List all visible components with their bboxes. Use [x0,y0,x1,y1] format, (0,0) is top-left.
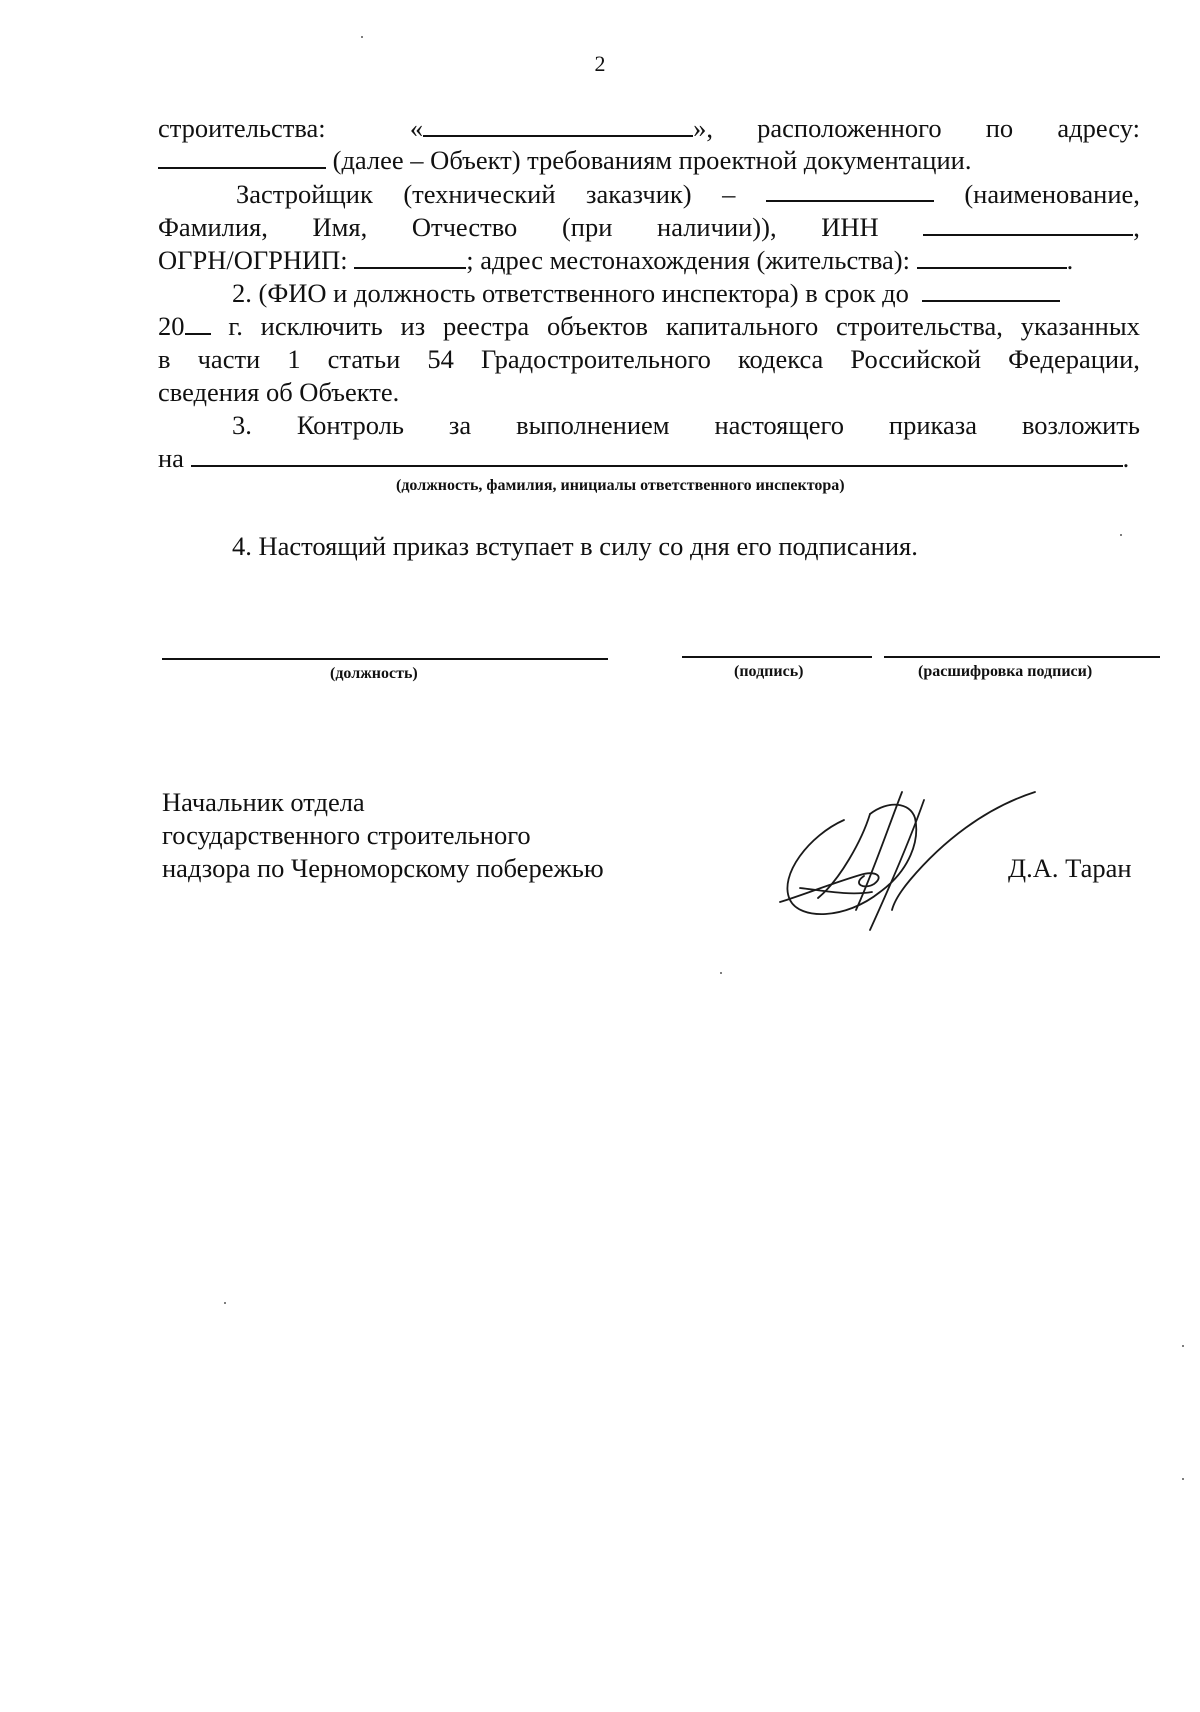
word: статьи [327,344,401,374]
blank-inn [923,212,1133,236]
responsible-inspector-caption: (должность, фамилия, инициалы ответственного инспектора) [396,477,845,494]
para4: 4. Настоящий приказ вступает в силу со дня его подписания. [232,531,918,561]
inn-field: , [923,211,1140,243]
para1-line1 [158,112,1140,144]
word: (технический [403,179,556,209]
word: заказчик) [586,179,692,209]
word: выполнением [516,410,670,440]
para3-line1 [232,409,1140,441]
para2-line2 [158,310,1140,342]
word: Фамилия, [158,212,268,242]
scan-speck [1120,534,1122,536]
word: Российской [850,344,982,374]
signature-caption: (подпись) [734,663,804,680]
signer-name: Д.А. Таран [1008,853,1132,883]
para2-line1: 2. (ФИО и должность ответственного инспектора) в срок до [232,277,1060,309]
decryption-line [884,656,1160,658]
position-caption: (должность) [330,665,418,682]
scan-speck [720,972,722,974]
word: 1 [287,344,301,374]
scan-speck [224,1302,226,1304]
word: Отчество [411,212,518,242]
word: 3. [232,410,252,440]
word: Застройщик [236,179,373,209]
blank-year [185,311,211,335]
developer-line2 [158,211,1140,243]
para1-line2: (далее – Объект) требованиям проектной документации. [158,144,971,176]
blank-object-name [423,113,693,137]
word: приказа [888,410,978,440]
word: г. [228,311,243,341]
word: реестра [443,311,530,341]
word: исключить [260,311,383,341]
word: – [722,179,736,209]
word: указанных [1020,311,1140,341]
signer-title-line1: Начальник отдела [162,787,365,817]
word: в [158,344,171,374]
signer-title-line2: государственного строительного [162,820,531,850]
word: Федерации, [1008,344,1140,374]
blank-responsible-inspector [191,443,1123,467]
word: из [400,311,426,341]
word: (наименование, [964,179,1140,209]
word: строительства, [836,311,1003,341]
object-name-field: « », [409,113,713,143]
scan-speck [1182,1478,1184,1480]
scan-speck [361,36,363,38]
word: 54 [427,344,454,374]
scan-speck [1182,1345,1184,1347]
developer-line1 [236,178,1140,210]
signer-title-line3: надзора по Черноморскому побережью [162,853,604,883]
word: Контроль [296,410,404,440]
decryption-caption: (расшифровка подписи) [918,663,1093,680]
word: (при [561,212,613,242]
para2-line3 [158,343,1140,375]
word: возложить [1021,410,1140,440]
word: объектов [546,311,649,341]
blank-developer-name [766,178,934,202]
developer-line3: ОГРН/ОГРНИП: ; адрес местонахождения (жительства): . [158,245,1074,275]
year-field: 20 [158,310,211,342]
word: ИНН [821,212,879,242]
word: расположенного [757,113,942,143]
blank-address [158,145,326,169]
blank-deadline [922,278,1060,302]
position-line [162,658,608,660]
word: наличии)), [657,212,777,242]
para2-line4: сведения об Объекте. [158,377,400,407]
word: адресу: [1057,113,1140,143]
word: части [197,344,261,374]
word: за [448,410,472,440]
blank-location [917,245,1067,269]
page-number: 2 [594,51,606,76]
word: Градостроительного [480,344,711,374]
word: по [985,113,1014,143]
word: капитального [665,311,819,341]
signature-line [682,656,872,658]
word: кодекса [738,344,824,374]
para3-line2: на . [158,443,1130,473]
blank-ogrn [354,245,466,269]
word: строительства: [158,113,326,143]
word: настоящего [714,410,844,440]
word: Имя, [312,212,368,242]
